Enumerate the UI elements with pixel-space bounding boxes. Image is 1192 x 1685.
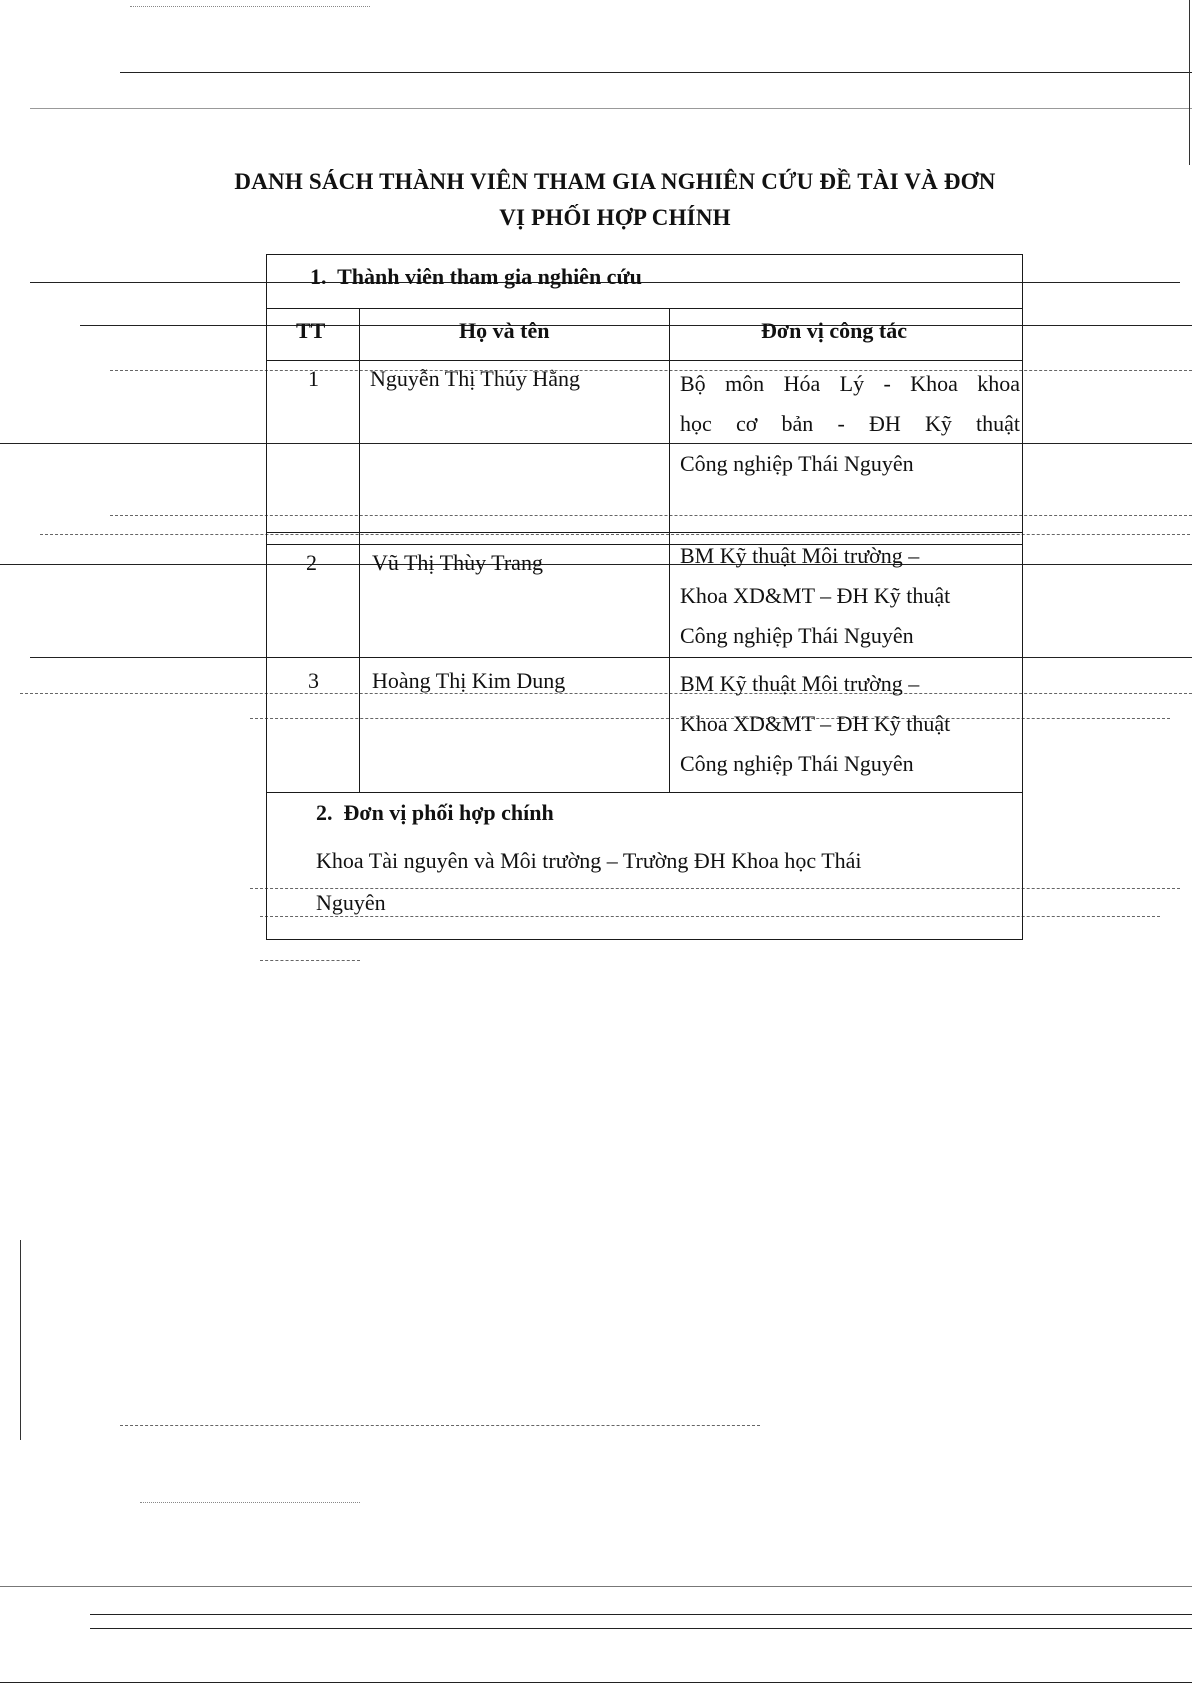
column-header-unit: Đơn vị công tác xyxy=(761,318,908,343)
row2-name: Vũ Thị Thùy Trang xyxy=(372,550,543,575)
row2-unit-line: BM Kỹ thuật Môi trường – xyxy=(680,543,920,568)
table-rule xyxy=(266,532,1023,533)
table-rule xyxy=(266,308,1023,309)
table-column-rule xyxy=(359,308,360,792)
row1-name: Nguyễn Thị Thúy Hằng xyxy=(370,366,580,391)
row3-unit-line: BM Kỹ thuật Môi trường – xyxy=(680,671,920,696)
page-title-line2: VỊ PHỐI HỢP CHÍNH xyxy=(499,205,731,230)
row2-unit xyxy=(680,536,1020,656)
row3-name: Hoàng Thị Kim Dung xyxy=(372,668,566,693)
section2-body-line2: Nguyên xyxy=(316,890,386,915)
scan-artifact-line xyxy=(140,1502,360,1503)
row2-unit-line: Công nghiệp Thái Nguyên xyxy=(680,623,914,648)
section2-body-line1: Khoa Tài nguyên và Môi trường – Trường ĐH Khoa học Thái xyxy=(316,848,862,873)
section2-title: Đơn vị phối hợp chính xyxy=(343,800,554,825)
page-title xyxy=(150,164,1080,236)
scan-artifact-edge xyxy=(20,1240,21,1440)
row3-unit-line: Công nghiệp Thái Nguyên xyxy=(680,751,914,776)
scan-artifact-line xyxy=(90,1614,1192,1615)
row3-unit-line: Khoa XD&MT – ĐH Kỹ thuật xyxy=(680,711,951,736)
column-header-name: Họ và tên xyxy=(459,318,550,343)
scan-artifact-line xyxy=(120,1425,760,1426)
row1-unit xyxy=(680,364,1020,484)
row2-unit-line: Khoa XD&MT – ĐH Kỹ thuật xyxy=(680,583,951,608)
section1-number: 1. xyxy=(310,264,327,289)
row1-tt: 1 xyxy=(308,366,319,391)
section1-heading xyxy=(310,264,642,290)
scan-artifact-line xyxy=(260,960,360,961)
scan-artifact-line xyxy=(130,6,370,7)
scan-artifact-line xyxy=(120,72,1192,73)
section1-title: Thành viên tham gia nghiên cứu xyxy=(337,264,642,289)
section2-heading xyxy=(316,800,554,826)
table-rule xyxy=(266,792,1023,793)
scan-artifact-line xyxy=(0,1682,1192,1683)
members-table xyxy=(266,254,1023,940)
page-title-line1: DANH SÁCH THÀNH VIÊN THAM GIA NGHIÊN CỨU ĐỀ TÀI VÀ ĐƠN xyxy=(234,169,996,194)
row3-unit xyxy=(680,664,1020,784)
scan-artifact-line xyxy=(30,108,1192,109)
column-header-tt: TT xyxy=(296,318,326,343)
row1-unit-line: Công nghiệp Thái Nguyên xyxy=(680,451,914,476)
scan-artifact-line xyxy=(90,1628,1192,1629)
row2-tt: 2 xyxy=(306,550,317,575)
table-column-rule xyxy=(669,308,670,792)
scan-artifact-line xyxy=(0,1586,1192,1587)
scan-artifact-edge xyxy=(1189,0,1190,165)
row3-tt: 3 xyxy=(308,668,319,693)
section2-number: 2. xyxy=(316,800,333,825)
row1-unit-line: học cơ bản - ĐH Kỹ thuật xyxy=(680,411,1020,436)
table-rule xyxy=(266,657,1023,658)
row1-unit-line: Bộ môn Hóa Lý - Khoa khoa xyxy=(680,371,1020,396)
table-rule xyxy=(266,360,1023,361)
